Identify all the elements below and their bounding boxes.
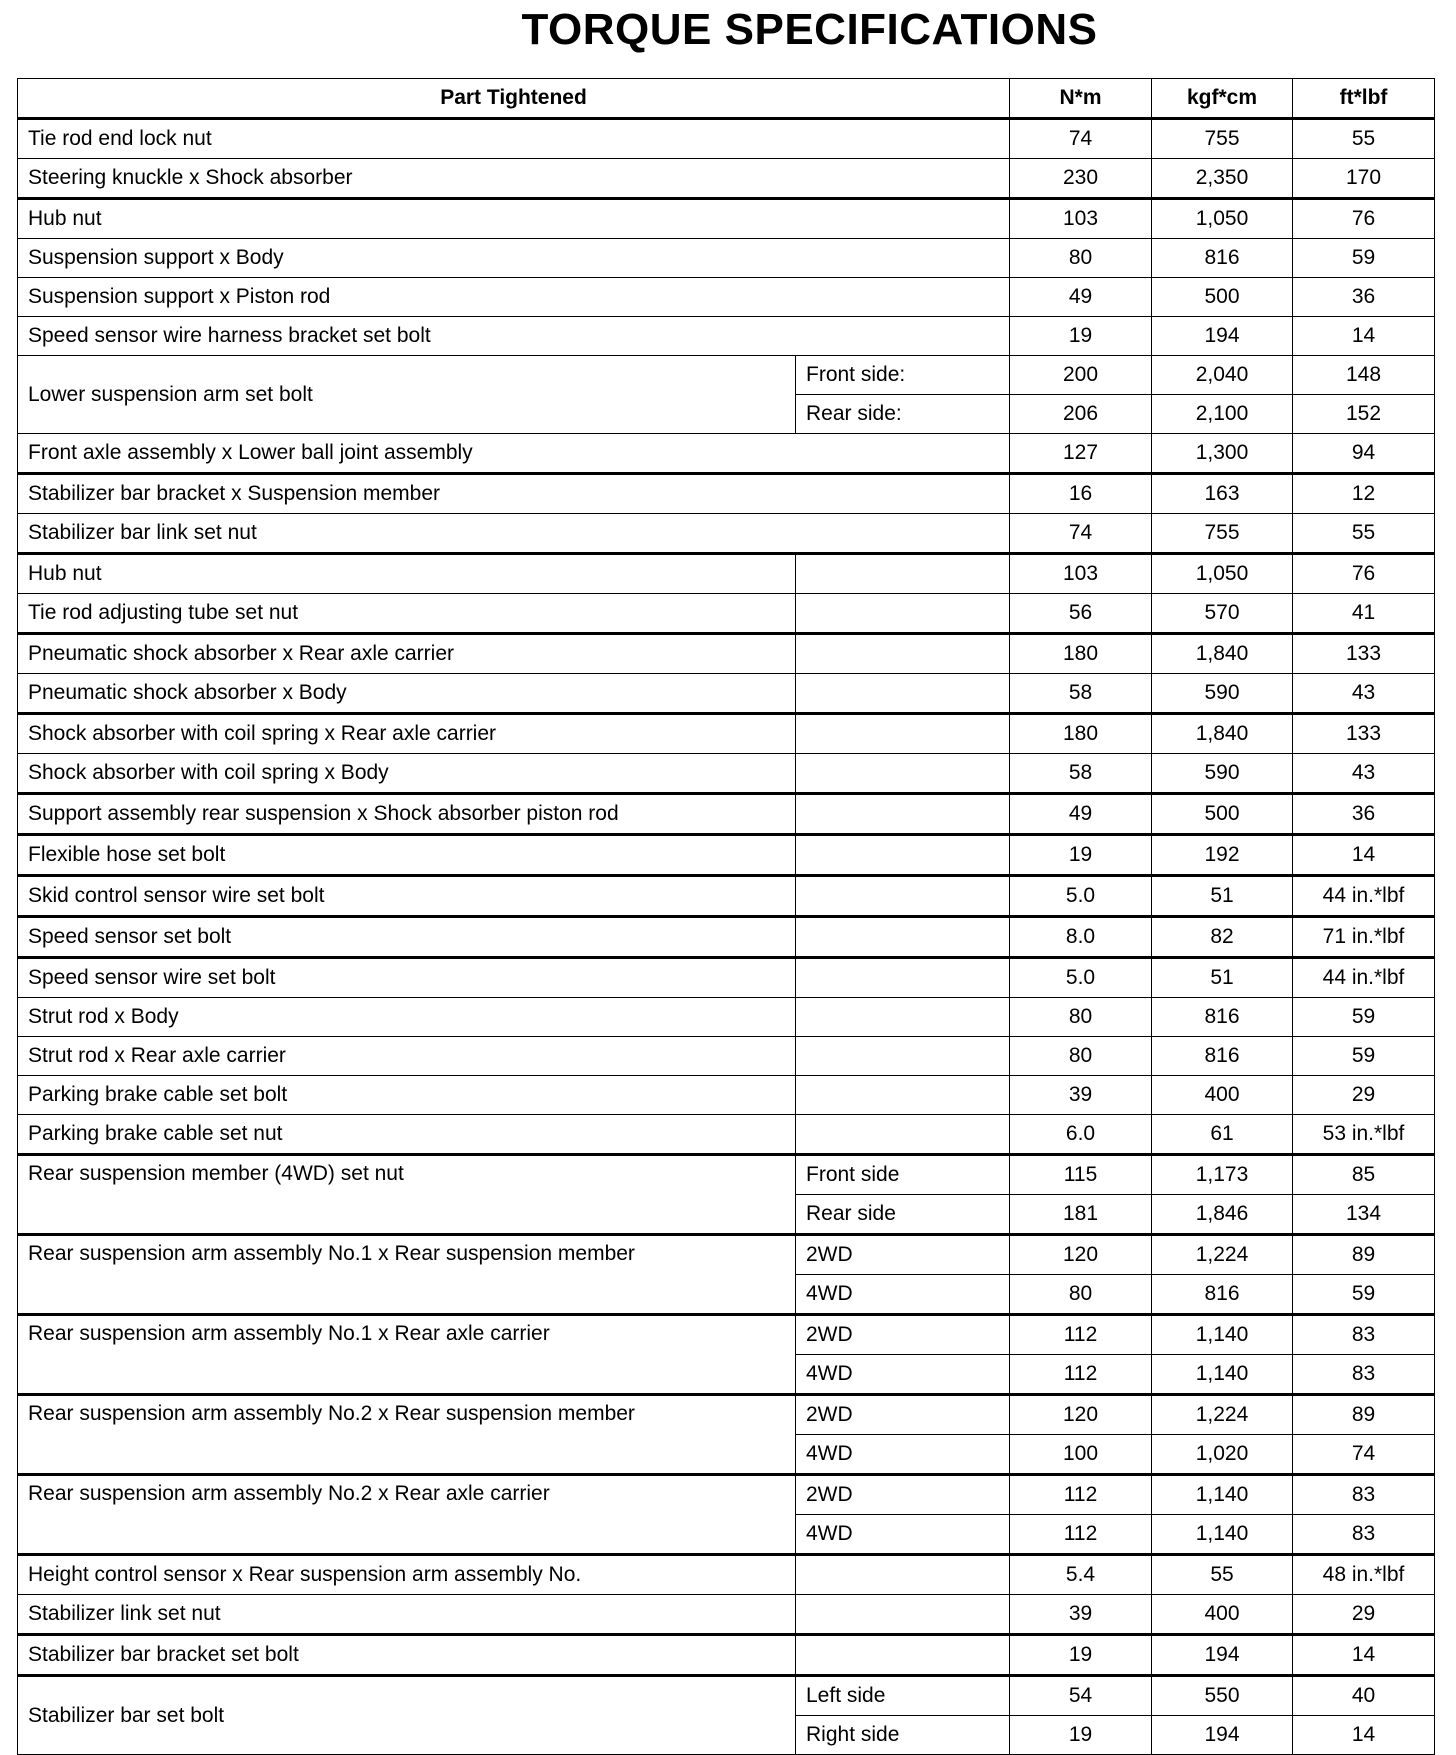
part-name: Suspension support x Piston rod — [18, 278, 1010, 317]
value-ftlbf: 71 in.*lbf — [1293, 917, 1435, 958]
value-kgf: 194 — [1152, 1635, 1293, 1676]
value-kgf: 590 — [1152, 674, 1293, 714]
value-ftlbf: 59 — [1293, 1275, 1435, 1315]
value-nm: 19 — [1010, 1635, 1152, 1676]
value-kgf: 1,224 — [1152, 1235, 1293, 1275]
condition-label — [796, 1037, 1010, 1076]
value-kgf: 590 — [1152, 754, 1293, 794]
value-ftlbf: 133 — [1293, 634, 1435, 674]
value-kgf: 2,100 — [1152, 395, 1293, 434]
value-nm: 5.0 — [1010, 958, 1152, 998]
header-ftlbf: ft*lbf — [1293, 79, 1435, 119]
part-name: Speed sensor wire harness bracket set bolt — [18, 317, 1010, 356]
condition-label — [796, 876, 1010, 917]
value-kgf: 61 — [1152, 1115, 1293, 1155]
condition-label — [796, 714, 1010, 754]
table-row — [18, 674, 1435, 714]
header-kgf: kgf*cm — [1152, 79, 1293, 119]
table-row — [18, 1315, 1435, 1355]
value-ftlbf: 14 — [1293, 317, 1435, 356]
part-name: Height control sensor x Rear suspension arm assembly No. — [18, 1555, 796, 1595]
part-name: Rear suspension arm assembly No.2 x Rear suspension member — [18, 1395, 796, 1475]
table-row — [18, 876, 1435, 917]
value-nm: 100 — [1010, 1435, 1152, 1475]
condition-label: Rear side: — [796, 395, 1010, 434]
condition-label: Left side — [796, 1676, 1010, 1716]
value-kgf: 1,224 — [1152, 1395, 1293, 1435]
table-row — [18, 1395, 1435, 1435]
value-ftlbf: 59 — [1293, 239, 1435, 278]
value-ftlbf: 36 — [1293, 794, 1435, 835]
value-kgf: 816 — [1152, 1275, 1293, 1315]
condition-label: Front side: — [796, 356, 1010, 395]
part-name: Speed sensor wire set bolt — [18, 958, 796, 998]
value-ftlbf: 83 — [1293, 1515, 1435, 1555]
value-nm: 6.0 — [1010, 1115, 1152, 1155]
part-name: Flexible hose set bolt — [18, 835, 796, 876]
value-ftlbf: 59 — [1293, 998, 1435, 1037]
table-row — [18, 239, 1435, 278]
condition-label — [796, 674, 1010, 714]
table-row — [18, 1115, 1435, 1155]
value-ftlbf: 83 — [1293, 1315, 1435, 1355]
table-row — [18, 278, 1435, 317]
value-kgf: 400 — [1152, 1076, 1293, 1115]
condition-label — [796, 594, 1010, 634]
value-ftlbf: 55 — [1293, 119, 1435, 159]
condition-label — [796, 1115, 1010, 1155]
value-nm: 74 — [1010, 119, 1152, 159]
part-name: Rear suspension arm assembly No.1 x Rear suspension member — [18, 1235, 796, 1315]
value-kgf: 1,140 — [1152, 1475, 1293, 1515]
value-kgf: 192 — [1152, 835, 1293, 876]
value-nm: 80 — [1010, 239, 1152, 278]
condition-label: 4WD — [796, 1515, 1010, 1555]
table-row — [18, 1676, 1435, 1716]
value-ftlbf: 36 — [1293, 278, 1435, 317]
value-ftlbf: 44 in.*lbf — [1293, 958, 1435, 998]
table-row — [18, 474, 1435, 514]
value-nm: 112 — [1010, 1315, 1152, 1355]
value-ftlbf: 44 in.*lbf — [1293, 876, 1435, 917]
value-ftlbf: 55 — [1293, 514, 1435, 554]
table-row — [18, 835, 1435, 876]
condition-label — [796, 958, 1010, 998]
value-nm: 180 — [1010, 714, 1152, 754]
part-name: Stabilizer bar link set nut — [18, 514, 1010, 554]
value-ftlbf: 14 — [1293, 1716, 1435, 1755]
table-row — [18, 1475, 1435, 1515]
value-ftlbf: 134 — [1293, 1195, 1435, 1235]
value-kgf: 1,050 — [1152, 199, 1293, 239]
value-nm: 112 — [1010, 1475, 1152, 1515]
condition-label: 4WD — [796, 1275, 1010, 1315]
value-nm: 8.0 — [1010, 917, 1152, 958]
value-ftlbf: 83 — [1293, 1475, 1435, 1515]
value-ftlbf: 41 — [1293, 594, 1435, 634]
value-nm: 120 — [1010, 1235, 1152, 1275]
condition-label — [796, 1635, 1010, 1676]
table-row — [18, 958, 1435, 998]
table-row — [18, 594, 1435, 634]
table-header-row — [18, 79, 1435, 119]
value-nm: 180 — [1010, 634, 1152, 674]
condition-label: 4WD — [796, 1355, 1010, 1395]
value-kgf: 55 — [1152, 1555, 1293, 1595]
value-ftlbf: 85 — [1293, 1155, 1435, 1195]
table-row — [18, 514, 1435, 554]
value-kgf: 1,173 — [1152, 1155, 1293, 1195]
table-row — [18, 917, 1435, 958]
table-row — [18, 1037, 1435, 1076]
table-row — [18, 714, 1435, 754]
value-ftlbf: 48 in.*lbf — [1293, 1555, 1435, 1595]
value-ftlbf: 148 — [1293, 356, 1435, 395]
value-nm: 103 — [1010, 199, 1152, 239]
value-ftlbf: 170 — [1293, 159, 1435, 199]
value-kgf: 2,040 — [1152, 356, 1293, 395]
value-kgf: 1,140 — [1152, 1515, 1293, 1555]
value-ftlbf: 133 — [1293, 714, 1435, 754]
part-name: Skid control sensor wire set bolt — [18, 876, 796, 917]
value-ftlbf: 29 — [1293, 1595, 1435, 1635]
table-row — [18, 1555, 1435, 1595]
value-ftlbf: 14 — [1293, 1635, 1435, 1676]
value-nm: 56 — [1010, 594, 1152, 634]
value-nm: 49 — [1010, 278, 1152, 317]
value-kgf: 1,846 — [1152, 1195, 1293, 1235]
value-nm: 54 — [1010, 1676, 1152, 1716]
table-row — [18, 554, 1435, 594]
table-row — [18, 159, 1435, 199]
condition-label — [796, 754, 1010, 794]
part-name: Hub nut — [18, 554, 796, 594]
part-name: Parking brake cable set nut — [18, 1115, 796, 1155]
value-ftlbf: 29 — [1293, 1076, 1435, 1115]
value-ftlbf: 76 — [1293, 199, 1435, 239]
value-ftlbf: 76 — [1293, 554, 1435, 594]
value-nm: 19 — [1010, 835, 1152, 876]
value-nm: 112 — [1010, 1355, 1152, 1395]
value-ftlbf: 59 — [1293, 1037, 1435, 1076]
value-kgf: 51 — [1152, 958, 1293, 998]
table-row — [18, 1076, 1435, 1115]
value-nm: 127 — [1010, 434, 1152, 474]
value-nm: 80 — [1010, 1275, 1152, 1315]
condition-label — [796, 998, 1010, 1037]
value-ftlbf: 40 — [1293, 1676, 1435, 1716]
value-nm: 115 — [1010, 1155, 1152, 1195]
value-kgf: 1,050 — [1152, 554, 1293, 594]
condition-label — [796, 794, 1010, 835]
value-kgf: 1,020 — [1152, 1435, 1293, 1475]
part-name: Front axle assembly x Lower ball joint assembly — [18, 434, 1010, 474]
value-nm: 80 — [1010, 1037, 1152, 1076]
part-name: Rear suspension member (4WD) set nut — [18, 1155, 796, 1235]
part-name: Pneumatic shock absorber x Body — [18, 674, 796, 714]
table-row — [18, 754, 1435, 794]
table-row — [18, 1235, 1435, 1275]
value-nm: 16 — [1010, 474, 1152, 514]
part-name: Steering knuckle x Shock absorber — [18, 159, 1010, 199]
value-nm: 58 — [1010, 674, 1152, 714]
value-nm: 49 — [1010, 794, 1152, 835]
value-kgf: 163 — [1152, 474, 1293, 514]
part-name: Suspension support x Body — [18, 239, 1010, 278]
value-nm: 206 — [1010, 395, 1152, 434]
condition-label: 2WD — [796, 1395, 1010, 1435]
value-kgf: 500 — [1152, 794, 1293, 835]
condition-label: 2WD — [796, 1475, 1010, 1515]
value-kgf: 816 — [1152, 1037, 1293, 1076]
condition-label — [796, 1555, 1010, 1595]
table-body — [18, 119, 1435, 1755]
part-name: Strut rod x Body — [18, 998, 796, 1037]
value-kgf: 816 — [1152, 998, 1293, 1037]
header-nm: N*m — [1010, 79, 1152, 119]
part-name: Hub nut — [18, 199, 1010, 239]
value-kgf: 1,840 — [1152, 714, 1293, 754]
value-nm: 39 — [1010, 1595, 1152, 1635]
condition-label — [796, 1076, 1010, 1115]
value-nm: 58 — [1010, 754, 1152, 794]
part-name: Strut rod x Rear axle carrier — [18, 1037, 796, 1076]
value-kgf: 816 — [1152, 239, 1293, 278]
value-nm: 103 — [1010, 554, 1152, 594]
value-nm: 112 — [1010, 1515, 1152, 1555]
value-ftlbf: 89 — [1293, 1235, 1435, 1275]
part-name: Stabilizer bar bracket set bolt — [18, 1635, 796, 1676]
value-nm: 74 — [1010, 514, 1152, 554]
value-kgf: 1,140 — [1152, 1315, 1293, 1355]
condition-label — [796, 835, 1010, 876]
table-row — [18, 356, 1435, 395]
table-row — [18, 1635, 1435, 1676]
value-nm: 181 — [1010, 1195, 1152, 1235]
value-kgf: 194 — [1152, 317, 1293, 356]
value-nm: 230 — [1010, 159, 1152, 199]
condition-label — [796, 554, 1010, 594]
value-kgf: 1,140 — [1152, 1355, 1293, 1395]
value-kgf: 755 — [1152, 514, 1293, 554]
value-nm: 5.0 — [1010, 876, 1152, 917]
part-name: Parking brake cable set bolt — [18, 1076, 796, 1115]
value-kgf: 1,840 — [1152, 634, 1293, 674]
value-ftlbf: 83 — [1293, 1355, 1435, 1395]
value-kgf: 550 — [1152, 1676, 1293, 1716]
value-kgf: 2,350 — [1152, 159, 1293, 199]
condition-label: 4WD — [796, 1435, 1010, 1475]
value-nm: 19 — [1010, 317, 1152, 356]
value-kgf: 82 — [1152, 917, 1293, 958]
condition-label — [796, 1595, 1010, 1635]
part-name: Tie rod adjusting tube set nut — [18, 594, 796, 634]
table-row — [18, 199, 1435, 239]
part-name: Lower suspension arm set bolt — [18, 356, 796, 434]
table-row — [18, 1155, 1435, 1195]
condition-label: 2WD — [796, 1235, 1010, 1275]
part-name: Stabilizer link set nut — [18, 1595, 796, 1635]
part-name: Stabilizer bar bracket x Suspension member — [18, 474, 1010, 514]
part-name: Rear suspension arm assembly No.1 x Rear axle carrier — [18, 1315, 796, 1395]
table-row — [18, 634, 1435, 674]
part-name: Pneumatic shock absorber x Rear axle carrier — [18, 634, 796, 674]
condition-label: Front side — [796, 1155, 1010, 1195]
table-row — [18, 794, 1435, 835]
value-kgf: 570 — [1152, 594, 1293, 634]
part-name: Tie rod end lock nut — [18, 119, 1010, 159]
value-nm: 5.4 — [1010, 1555, 1152, 1595]
condition-label — [796, 634, 1010, 674]
table-row — [18, 317, 1435, 356]
value-kgf: 500 — [1152, 278, 1293, 317]
table-row — [18, 434, 1435, 474]
value-ftlbf: 152 — [1293, 395, 1435, 434]
page-title: TORQUE SPECIFICATIONS — [521, 5, 1098, 54]
value-nm: 120 — [1010, 1395, 1152, 1435]
value-kgf: 400 — [1152, 1595, 1293, 1635]
value-ftlbf: 74 — [1293, 1435, 1435, 1475]
value-kgf: 194 — [1152, 1716, 1293, 1755]
value-ftlbf: 89 — [1293, 1395, 1435, 1435]
condition-label — [796, 917, 1010, 958]
value-ftlbf: 94 — [1293, 434, 1435, 474]
value-kgf: 51 — [1152, 876, 1293, 917]
part-name: Shock absorber with coil spring x Body — [18, 754, 796, 794]
table-row — [18, 998, 1435, 1037]
value-ftlbf: 12 — [1293, 474, 1435, 514]
value-kgf: 1,300 — [1152, 434, 1293, 474]
table-row — [18, 1595, 1435, 1635]
part-name: Speed sensor set bolt — [18, 917, 796, 958]
value-ftlbf: 43 — [1293, 674, 1435, 714]
value-nm: 80 — [1010, 998, 1152, 1037]
value-ftlbf: 14 — [1293, 835, 1435, 876]
part-name: Support assembly rear suspension x Shock absorber piston rod — [18, 794, 796, 835]
header-part: Part Tightened — [18, 79, 1010, 119]
part-name: Shock absorber with coil spring x Rear axle carrier — [18, 714, 796, 754]
condition-label: 2WD — [796, 1315, 1010, 1355]
table-row — [18, 119, 1435, 159]
value-kgf: 755 — [1152, 119, 1293, 159]
condition-label: Rear side — [796, 1195, 1010, 1235]
part-name: Stabilizer bar set bolt — [18, 1676, 796, 1755]
value-nm: 19 — [1010, 1716, 1152, 1755]
value-nm: 200 — [1010, 356, 1152, 395]
part-name: Rear suspension arm assembly No.2 x Rear axle carrier — [18, 1475, 796, 1555]
value-ftlbf: 43 — [1293, 754, 1435, 794]
value-nm: 39 — [1010, 1076, 1152, 1115]
condition-label: Right side — [796, 1716, 1010, 1755]
torque-spec-table — [17, 78, 1435, 1755]
value-ftlbf: 53 in.*lbf — [1293, 1115, 1435, 1155]
